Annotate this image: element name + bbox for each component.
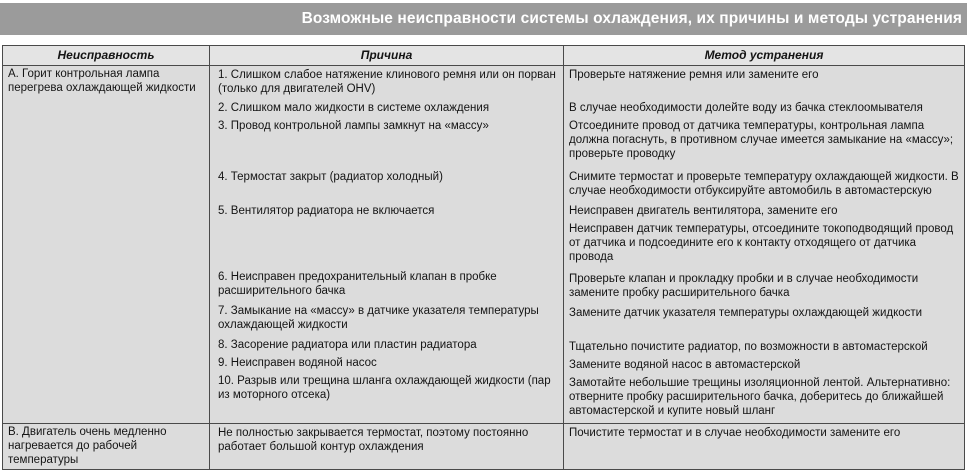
- remedy-item: В случае необходимости долейте воду из бачка стеклоомывателя: [569, 102, 923, 114]
- cause-item: 6. Неисправен предохранительный клапан в пробке расширительного бачка: [218, 271, 497, 297]
- remedy-item: Проверьте клапан и прокладку пробки и в случае необходимости замените пробку расширительного бачка: [569, 273, 919, 299]
- cause-item: 8. Засорение радиатора или пластин радиатора: [218, 339, 477, 351]
- header-cause: Причина: [210, 46, 564, 66]
- remedy-item: Почистите термостат и в случае необходимости замените его: [569, 427, 901, 439]
- cause-item: Не полностью закрывается термостат, поэтому постоянно работает большой контур охлаждения: [218, 427, 529, 453]
- cause-item: 10. Разрыв или трещина шланга охлаждающей жидкости (пар из моторного отсека): [218, 375, 551, 401]
- remedy-item: Проверьте натяжение ремня или замените его: [569, 69, 819, 81]
- remedy-item: Замотайте небольшие трещины изоляционной лентой. Альтернативно: отверните пробку расширительного бачка, доберитесь до ближайшей автомастерской и купите новый шланг: [569, 377, 951, 417]
- remedy-item: Неисправен двигатель вентилятора, замените его: [569, 205, 838, 217]
- fault-text: А. Горит контрольная лампа перегрева охлаждающей жидкости: [8, 68, 196, 94]
- cause-item: 3. Провод контрольной лампы замкнут на «массу»: [218, 120, 489, 132]
- cause-item: 9. Неисправен водяной насос: [218, 357, 377, 369]
- header-fault: Неисправность: [3, 46, 210, 66]
- remedy-cell: [564, 66, 965, 424]
- remedy-item: Отсоедините провод от датчика температуры, контрольная лампа должна погаснуть, в противном случае имеется замыкание на «массу»; проверьте проводку: [569, 120, 954, 160]
- table-row: [3, 424, 965, 470]
- cause-item: 2. Слишком мало жидкости в системе охлаждения: [218, 102, 490, 114]
- remedy-item: Неисправен датчик температуры, отсоедините токоподводящий провод от датчика и подсоедините его к контакту отходящего от датчика провода: [569, 223, 954, 263]
- header-remedy: Метод устранения: [564, 46, 965, 66]
- remedy-item: Замените водяной насос в автомастерской: [569, 359, 801, 371]
- remedy-cell: [564, 424, 965, 470]
- cause-cell: [210, 66, 564, 424]
- page-title: Возможные неисправности системы охлаждения, их причины и методы устранения: [0, 3, 967, 35]
- remedy-item: Замените датчик указателя температуры охлаждающей жидкости: [569, 307, 923, 319]
- fault-text: В. Двигатель очень медленно нагревается до рабочей температуры: [8, 426, 167, 466]
- cause-item: 7. Замыкание на «массу» в датчике указателя температуры охлаждающей жидкости: [218, 305, 539, 331]
- cause-item: 1. Слишком слабое натяжение клинового ремня или он порван (только для двигателей OHV): [218, 69, 556, 95]
- remedy-item: Тщательно почистите радиатор, по возможности в автомастерской: [569, 341, 928, 353]
- cause-cell: [210, 424, 564, 470]
- remedy-item: Снимите термостат и проверьте температуру охлаждающей жидкости. В случае необходимости отбуксируйте автомобиль в автомастерскую: [569, 171, 959, 197]
- fault-cell: [3, 424, 210, 470]
- fault-cell: [3, 66, 210, 424]
- faults-table: [2, 45, 965, 470]
- cause-item: 4. Термостат закрыт (радиатор холодный): [218, 171, 443, 183]
- header-row: [3, 46, 965, 66]
- cause-item: 5. Вентилятор радиатора не включается: [218, 205, 435, 217]
- table-row: [3, 66, 965, 424]
